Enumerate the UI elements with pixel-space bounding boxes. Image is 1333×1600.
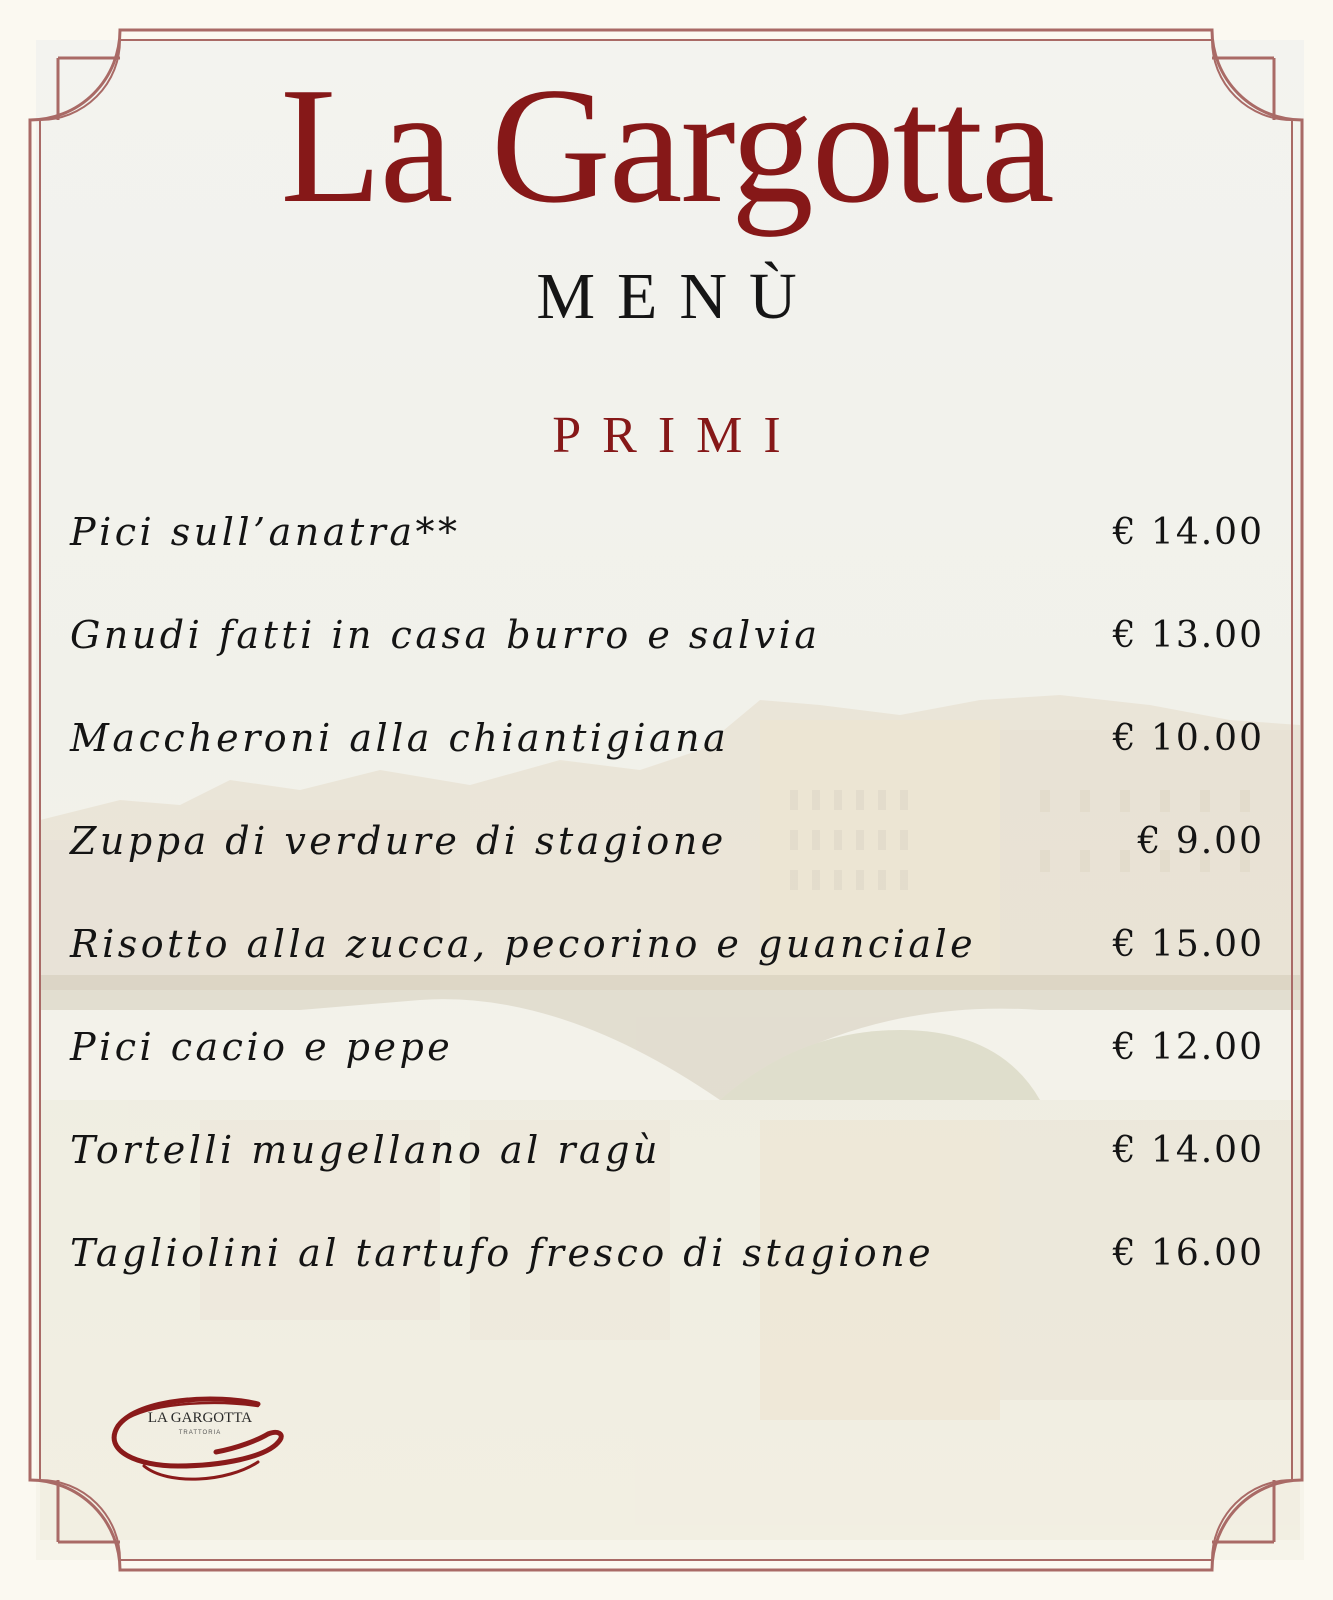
item-name: Tagliolini al tartufo fresco di stagione [70,1231,935,1275]
restaurant-logo [108,1396,288,1496]
restaurant-name: La Gargotta [280,53,1053,237]
item-name: Maccheroni alla chiantigiana [70,716,730,760]
item-price: € 13.00 [1112,614,1264,656]
item-price: € 16.00 [1112,1232,1264,1274]
logo-wordmark: LA GARGOTTA [147,1410,253,1426]
menu-item [70,1017,1264,1077]
item-name: Pici sull’anatra** [70,510,461,554]
menu-item [70,811,1264,871]
menu-heading: MENÙ [536,260,819,333]
item-name: Tortelli mugellano al ragù [70,1128,661,1172]
menu-item [70,1223,1264,1283]
menu-item [70,914,1264,974]
item-name: Pici cacio e pepe [70,1025,454,1069]
menu-item [70,502,1264,562]
section-title: PRIMI [552,407,802,464]
item-price: € 14.00 [1112,1129,1264,1171]
item-name: Gnudi fatti in casa burro e salvia [70,613,821,657]
item-price: € 14.00 [1112,511,1264,553]
menu-item [70,1120,1264,1180]
item-price: € 12.00 [1112,1026,1264,1068]
menu-item [70,708,1264,768]
item-name: Zuppa di verdure di stagione [70,819,727,863]
menu-item [70,605,1264,665]
item-price: € 15.00 [1112,923,1264,965]
item-price: € 10.00 [1112,717,1264,759]
item-price: € 9.00 [1137,820,1264,862]
item-name: Risotto alla zucca, pecorino e guanciale [70,922,977,966]
logo-tagline: TRATTORIA [178,1430,222,1436]
